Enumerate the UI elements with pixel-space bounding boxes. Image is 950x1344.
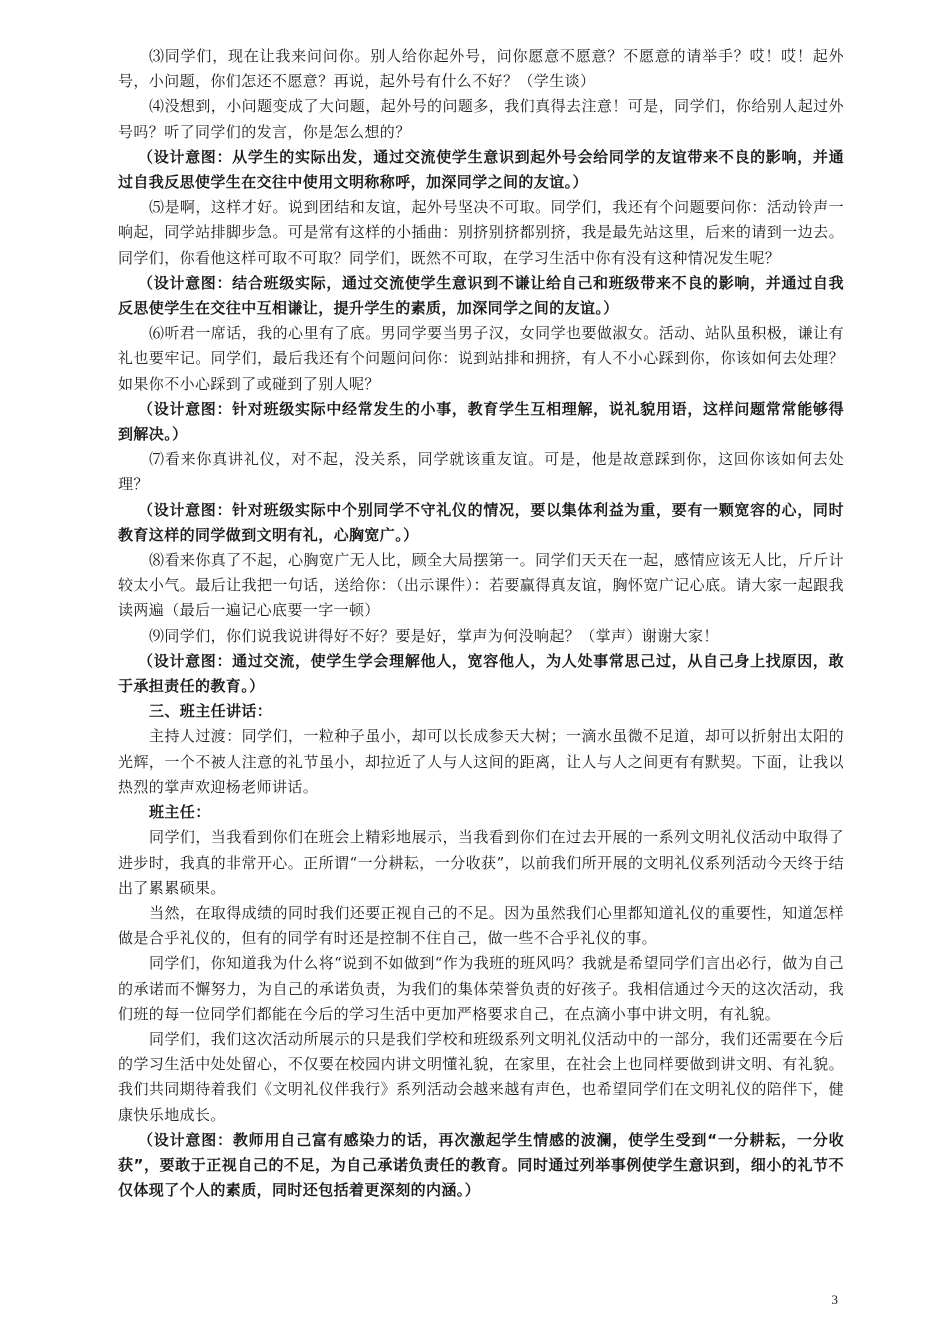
section-heading: 三、班主任讲话： xyxy=(149,702,273,721)
paragraph: ⑼同学们，你们说我说讲得好不好？要是好，掌声为何没响起？（掌声）谢谢大家！ xyxy=(149,626,719,645)
paragraph: ⑷没想到，小问题变成了大问题，起外号的问题多，我们真得去注意！可是，同学们，你给别人起过外号吗？听了同学们的发言，你是怎么想的？ xyxy=(118,97,844,141)
document-body xyxy=(118,44,844,1203)
design-intent-note: （设计意图：针对班级实际中经常发生的小事，教育学生互相理解，说礼貌用语，这样问题常常能够得到解决。） xyxy=(118,399,844,444)
speaker-heading: 班主任： xyxy=(149,803,211,822)
design-intent-note: （设计意图：结合班级实际，通过交流使学生意识到不谦让给自己和班级带来不良的影响，并通过自我反思使学生在交往中互相谦让，提升学生的素质，加深同学之间的友谊。） xyxy=(118,273,844,318)
design-intent-note: （设计意图：针对班级实际中个别同学不守礼仪的情况，要以集体利益为重，要有一颗宽容的心，同时教育这样的同学做到文明有礼，心胸宽广。） xyxy=(118,500,844,544)
paragraph: ⑹听君一席话，我的心里有了底。男同学要当男子汉，女同学也要做淑女。活动、站队虽积极，谦让有礼也要牢记。同学们，最后我还有个问题问问你：说到站排和拥挤，有人不小心踩到你，你该如何去处理？如果你不小心踩到了或碰到了别人呢？ xyxy=(118,324,844,393)
page-number: 3 xyxy=(831,1292,838,1307)
design-intent-note: （设计意图：通过交流，使学生学会理解他人，宽容他人，为人处事常思己过，从自己身上找原因，敢于承担责任的教育。） xyxy=(118,651,844,696)
paragraph: ⑻看来你真了不起，心胸宽广无人比，顾全大局摆第一。同学们天天在一起，感情应该无人比，斤斤计较太小气。最后让我把一句话，送给你：（出示课件）：若要赢得真友谊，胸怀宽广记心底。请大家一起跟我读两遍（最后一遍记心底要一字一顿） xyxy=(118,551,844,620)
paragraph: ⑺看来你真讲礼仪，对不起，没关系，同学就该重友谊。可是，他是故意踩到你，这回你该如何去处理？ xyxy=(118,450,844,494)
paragraph: 主持人过渡：同学们，一粒种子虽小，却可以长成参天大树；一滴水虽微不足道，却可以折射出太阳的光辉，一个不被人注意的礼节虽小，却拉近了人与人这间的距离，让人与人之间更有有默契。下面，让我以热烈的掌声欢迎杨老师讲话。 xyxy=(118,727,844,796)
paragraph: 当然，在取得成绩的同时我们还要正视自己的不足。因为虽然我们心里都知道礼仪的重要性，知道怎样做是合乎礼仪的，但有的同学有时还是控制不住自己，做一些不合乎礼仪的事。 xyxy=(118,903,844,948)
paragraph: ⑶同学们，现在让我来问问你。别人给你起外号，问你愿意不愿意？不愿意的请举手？哎！哎！起外号，小问题，你们怎还不愿意？再说，起外号有什么不好？（学生谈） xyxy=(118,47,844,91)
paragraph: ⑸是啊，这样才好。说到团结和友谊，起外号坚决不可取。同学们，我还有个问题要问你：活动铃声一响起，同学站排脚步急。可是常有这样的小插曲：别挤别挤都别挤，我是最先站这里，后来的请到一边去。同学们，你看他这样可取不可取？同学们，既然不可取，在学习生活中你有没有这种情况发生呢？ xyxy=(118,198,844,267)
paragraph: 同学们，我们这次活动所展示的只是我们学校和班级系列文明礼仪活动中的一部分，我们还需要在今后的学习生活中处处留心，不仅要在校园内讲文明懂礼貌，在家里，在社会上也同样要做到讲文明、有礼貌。我们共同期待着我们《文明礼仪伴我行》系列活动会越来越有声色，也希望同学们在文明礼仪的陪伴下，健康快乐地成长。 xyxy=(118,1029,844,1124)
paragraph: 同学们，你知道我为什么将“说到不如做到“作为我班的班风吗？我就是希望同学们言出必行，做为自己的承诺而不懈努力，为自己的承诺负责，为我们的集体荣誉负责的好孩子。我相信通过今天的这次活动，我们班的每一位同学们都能在今后的学习生活中更加严格要求自己，在点滴小事中讲文明，有礼貌。 xyxy=(118,954,844,1023)
design-intent-note: （设计意图：教师用自己富有感染力的话，再次激起学生情感的波澜，使学生受到“一分耕耘，一分收获”，要敢于正视自己的不足，为自己承诺负责任的教育。同时通过列举事例使学生意识到，细小的礼节不仅体现了个人的素质，同时还包括着更深刻的内涵。） xyxy=(118,1130,844,1200)
design-intent-note: （设计意图：从学生的实际出发，通过交流使学生意识到起外号会给同学的友谊带来不良的影响，并通过自我反思使学生在交往中使用文明称称呼，加深同学之间的友谊。） xyxy=(118,147,844,192)
paragraph: 同学们，当我看到你们在班会上精彩地展示，当我看到你们在过去开展的一系列文明礼仪活动中取得了进步时，我真的非常开心。正所谓“一分耕耘，一分收获”，以前我们所开展的文明礼仪系列活动今天终于结出了累累硕果。 xyxy=(118,828,844,897)
